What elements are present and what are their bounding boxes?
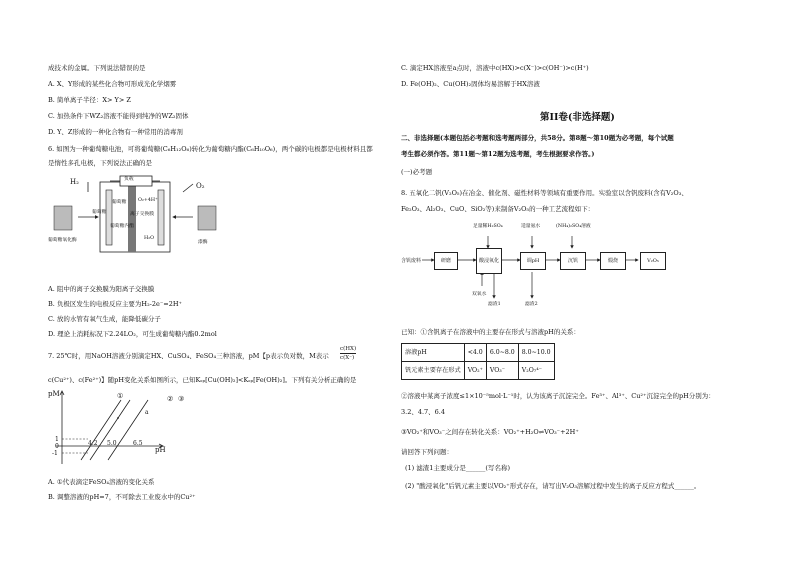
section-title: 第II卷(非选择题) [540,112,615,123]
curve-3 [108,400,148,460]
table-cell: 钒元素主要存在形式 [402,362,465,380]
lactone-label: 葡萄糖内酯 [110,224,134,229]
flow-step-grind: 研磨 [434,252,458,270]
flow-step-precipitate: 沉钒 [560,252,586,270]
o2-label: O₂ [196,182,205,190]
text-line: 成技术的金属。下列说法错误的是 [48,64,146,72]
right-enzyme-block [198,206,216,230]
option-c: C. 加热条件下WZ₂溶液不能得到纯净的WZ₂固体 [48,112,189,120]
right-electrode [158,190,164,245]
option-7c: C. 滴定HX溶液至a点时，溶液中c(HX)>c(X⁻)>c(OH⁻)>c(H⁺) [401,64,589,72]
table-cell: VO₂⁺ [464,362,486,380]
answer-prompt: 请回答下列问题： [401,448,453,456]
option-6d: D. 理论上消耗标况下2.24LO₂，可生成葡萄糖内酯0.2mol [48,330,217,338]
vanadium-species-table [401,343,555,380]
point-a [117,417,119,419]
sub-question-1: (1) 滤渣1主要成分是______(写名称) [405,464,510,472]
x-tick: 6.5 [133,440,143,447]
x-tick: 4.2 [88,440,98,447]
flow-step-adjust-ph: 调pH [520,252,546,270]
section-intro: 二、非选择题(本题包括必考题和选考题两部分，共58分。第8题～第10题为必考题，每个试题 [401,134,674,142]
option-7a: A. ①代表滴定FeSO₄溶液的变化关系 [48,478,155,486]
pm-ph-graph [48,388,168,468]
question-6-cont: 是惰性多孔电极，下列说法正确的是 [48,159,152,167]
section-intro: 考生都必须作答。第11题～第12题为选考题，考生根据要求作答。) [401,150,595,158]
curve-label: ① [117,392,124,400]
o2h-label: O₂+4H⁺ [138,198,158,203]
reagent-1: 足量稀H₂SO₄ [473,224,503,229]
option-7b: B. 调整溶液的pH=7，不可除去工业废水中的Cu²⁺ [48,493,196,501]
option-6b: B. 负极区发生的电极反应主要为H₂-2e⁻=2H⁺ [48,300,182,308]
h2o-label: H₂O [144,236,155,241]
curve-1 [81,400,121,460]
reagent-3: (NH₄)₂SO₄溶液 [556,224,591,229]
option-b: B. 简单离子半径：X> Y> Z [48,96,131,104]
known-line-3: ③VO₂⁺和VO₃⁻之间存在转化关系：VO₂⁺+H₂O⇌VO₃⁻+2H⁺ [401,428,579,436]
table-cell: 溶液pH [402,344,465,362]
flow-product: V₂O₅ [640,252,666,270]
sub-question-2: (2) "酸浸氧化"后钒元素主要以VO₂⁺形式存在，请写出V₂O₃溶解过程中发生的离子反应方程式______。 [405,482,701,490]
known-line-2-values: 3.2、4.7、6.4 [401,408,446,416]
filter-residue-1: 滤渣1 [488,302,501,307]
must-title: (一)必考题 [401,168,433,176]
filter-residue-2: 滤渣2 [525,302,538,307]
question-7: 7. 25℃时，用NaOH溶液分别滴定HX、CuSO₄、FeSO₄三种溶液，pM【p表示负对数，M表示 [48,352,329,360]
h2-label: H₂ [70,178,79,186]
curve-label: ③ [178,395,185,403]
reagent-2: 适量氨水 [521,224,541,229]
option-7d: D. Fe(OH)₂、Cu(OH)₂固体均易溶解于HX溶液 [401,80,540,88]
table-row [402,344,555,362]
table-cell: 8.0~10.0 [518,344,554,362]
ferment-label: 葡萄糖 [92,210,107,215]
graph-ylabel: pM [48,390,60,398]
left-column [0,0,395,562]
graph-xlabel: pH [155,446,166,454]
y-tick: 1 [55,436,59,443]
y-tick: -1 [52,450,58,457]
option-6c: C. 放的水管有氧气生成，能降低碳分子 [48,315,161,323]
point-a-label: a [145,409,149,416]
left-enzyme-block [54,206,72,230]
membrane-label: 离子交换膜 [130,212,154,217]
option-d: D. Y、Z形成的一种化合物有一种常用的消毒剂 [48,128,183,136]
q7-fraction-den: c(X⁻) [340,355,355,361]
known-line: 已知：①含钒离子在溶液中的主要存在形式与溶液pH的关系： [401,328,580,336]
left-electrode [106,190,112,245]
table-cell: VO₃⁻ [486,362,518,380]
right-enzyme-label: 漆酶 [198,240,208,245]
known-line-2: ②溶液中某离子浓度≤1×10⁻⁵mol·L⁻¹时，认为该离子沉淀完全。Fe³⁺、Al³⁺、Cu²⁺沉淀完全的pH分别为： [401,392,715,400]
table-cell: 6.0~8.0 [486,344,518,362]
question-8: 8. 五氧化二钒(V₂O₅)在冶金、催化剂、磁性材料等领域有重要作用。实验室以含钒废料(含有V₂O₃、 [401,189,688,197]
flow-source: 含钒废料 [400,250,422,272]
table-row [402,362,555,380]
option-6a: A. 阻中的离子交换膜为阳离子交换膜 [48,285,155,293]
x-tick: 5.0 [107,440,117,447]
q7-fraction-num: c(HX) [340,346,357,352]
left-enzyme-label: 葡萄糖氧化酶 [48,238,77,243]
question-6: 6. 如图为一种葡萄糖电池，可将葡萄糖(C₆H₁₂O₆)转化为葡萄糖内酯(C₆H₁₀O₆)，两个碳的电极都是电极材料且都 [48,145,373,153]
curve-label: ② [167,395,174,403]
y-tick: 0 [55,443,59,450]
glucose-label: 葡萄糖 [112,200,127,205]
flow-step-acid-leach: 酸浸氧化 [476,248,502,274]
table-cell: <4.0 [464,344,486,362]
table-cell: V₂O₇⁴⁻ [518,362,554,380]
question-7-cont: c(Cu²⁺)、c(Fe²⁺)】随pH变化关系如图所示，已知Kₛₚ[Cu(OH)₂]<Kₛₚ[Fe(OH)₂]。下列有关分析正确的是 [48,376,357,384]
input-hydrogen-peroxide: 双氧水 [472,292,487,297]
load-label: 负载 [124,177,134,182]
flow-step-calcine: 煅烧 [600,252,626,270]
curve-2 [90,400,130,460]
option-a: A. X、Y形成的某些化合物可形成光化学烟雾 [48,80,177,88]
question-8-cont: Fe₂O₃、Al₂O₃、CuO、SiO₂等)来制备V₂O₅的一种工艺流程如下： [401,205,595,213]
